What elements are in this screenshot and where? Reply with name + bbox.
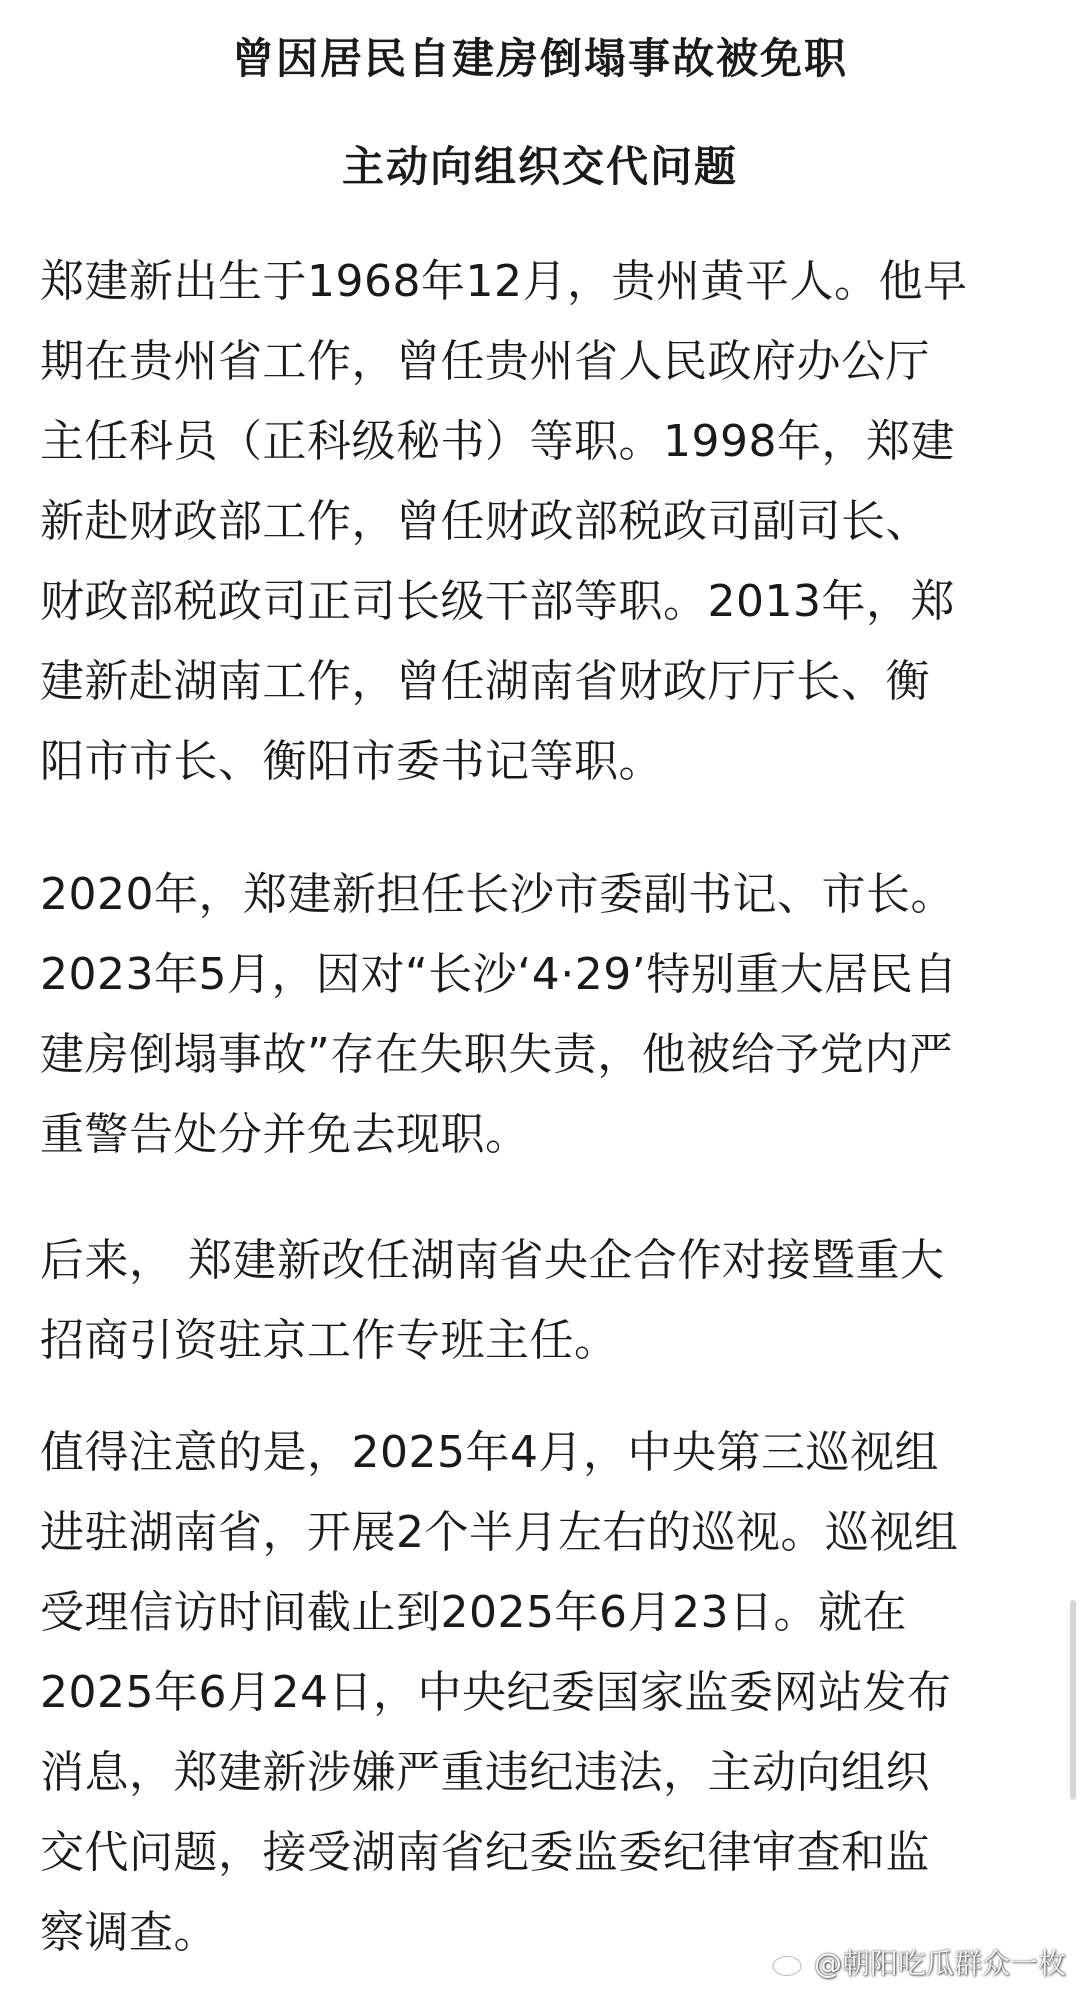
text-line: 2023年5月，因对“长沙‘4·29’特别重大居民自 [40,949,958,1000]
text-line: 主任科员（正科级秘书）等职。1998年，郑建 [40,416,955,467]
text-line: 建新赴湖南工作，曾任湖南省财政厅厅长、衡 [40,656,930,707]
text-line: 期在贵州省工作，曾任贵州省人民政府办公厅 [40,336,930,387]
text-line: 后来， 郑建新改任湖南省央企合作对接暨重大 [40,1235,945,1286]
text-line: 招商引资驻京工作专班主任。 [40,1315,619,1366]
text-line: 建房倒塌事故”存在失职失责，他被给予党内严 [40,1029,954,1080]
text-line: 进驻湖南省，开展2个半月左右的巡视。巡视组 [40,1507,959,1558]
weibo-icon [770,1946,810,1978]
text-line: 受理信访时间截止到2025年6月23日。就在 [40,1587,907,1638]
text-line: 察调查。 [40,1907,218,1958]
article-subtitle: 主动向组织交代问题 [341,142,738,191]
paragraph-3 [40,1221,1050,1381]
text-line: 财政部税政司正司长级干部等职。2013年，郑 [40,576,955,627]
scrollbar[interactable] [1070,1600,1076,1800]
paragraph-4 [40,1413,1050,1973]
text-line: 新赴财政部工作，曾任财政部税政司副司长、 [40,496,930,547]
watermark-text: @朝阳吃瓜群众一枚 [813,1947,1066,1980]
text-line: 2020年，郑建新担任长沙市委副书记、市长。 [40,869,955,920]
watermark [770,1942,1066,1982]
text-line: 重警告处分并免去现职。 [40,1109,530,1160]
text-line: 交代问题，接受湖南省纪委监委纪律审查和监 [40,1827,930,1878]
paragraph-2 [40,855,1050,1175]
text-line: 值得注意的是，2025年4月，中央第三巡视组 [40,1427,939,1478]
text-line: 消息，郑建新涉嫌严重违纪违法，主动向组织 [40,1747,930,1798]
article-title: 曾因居民自建房倒塌事故被免职 [231,34,848,83]
paragraph-1 [40,242,1050,802]
text-line: 阳市市长、衡阳市委书记等职。 [40,736,663,787]
text-line: 郑建新出生于1968年12月，贵州黄平人。他早 [40,256,968,307]
text-line: 2025年6月24日，中央纪委国家监委网站发布 [40,1667,952,1718]
